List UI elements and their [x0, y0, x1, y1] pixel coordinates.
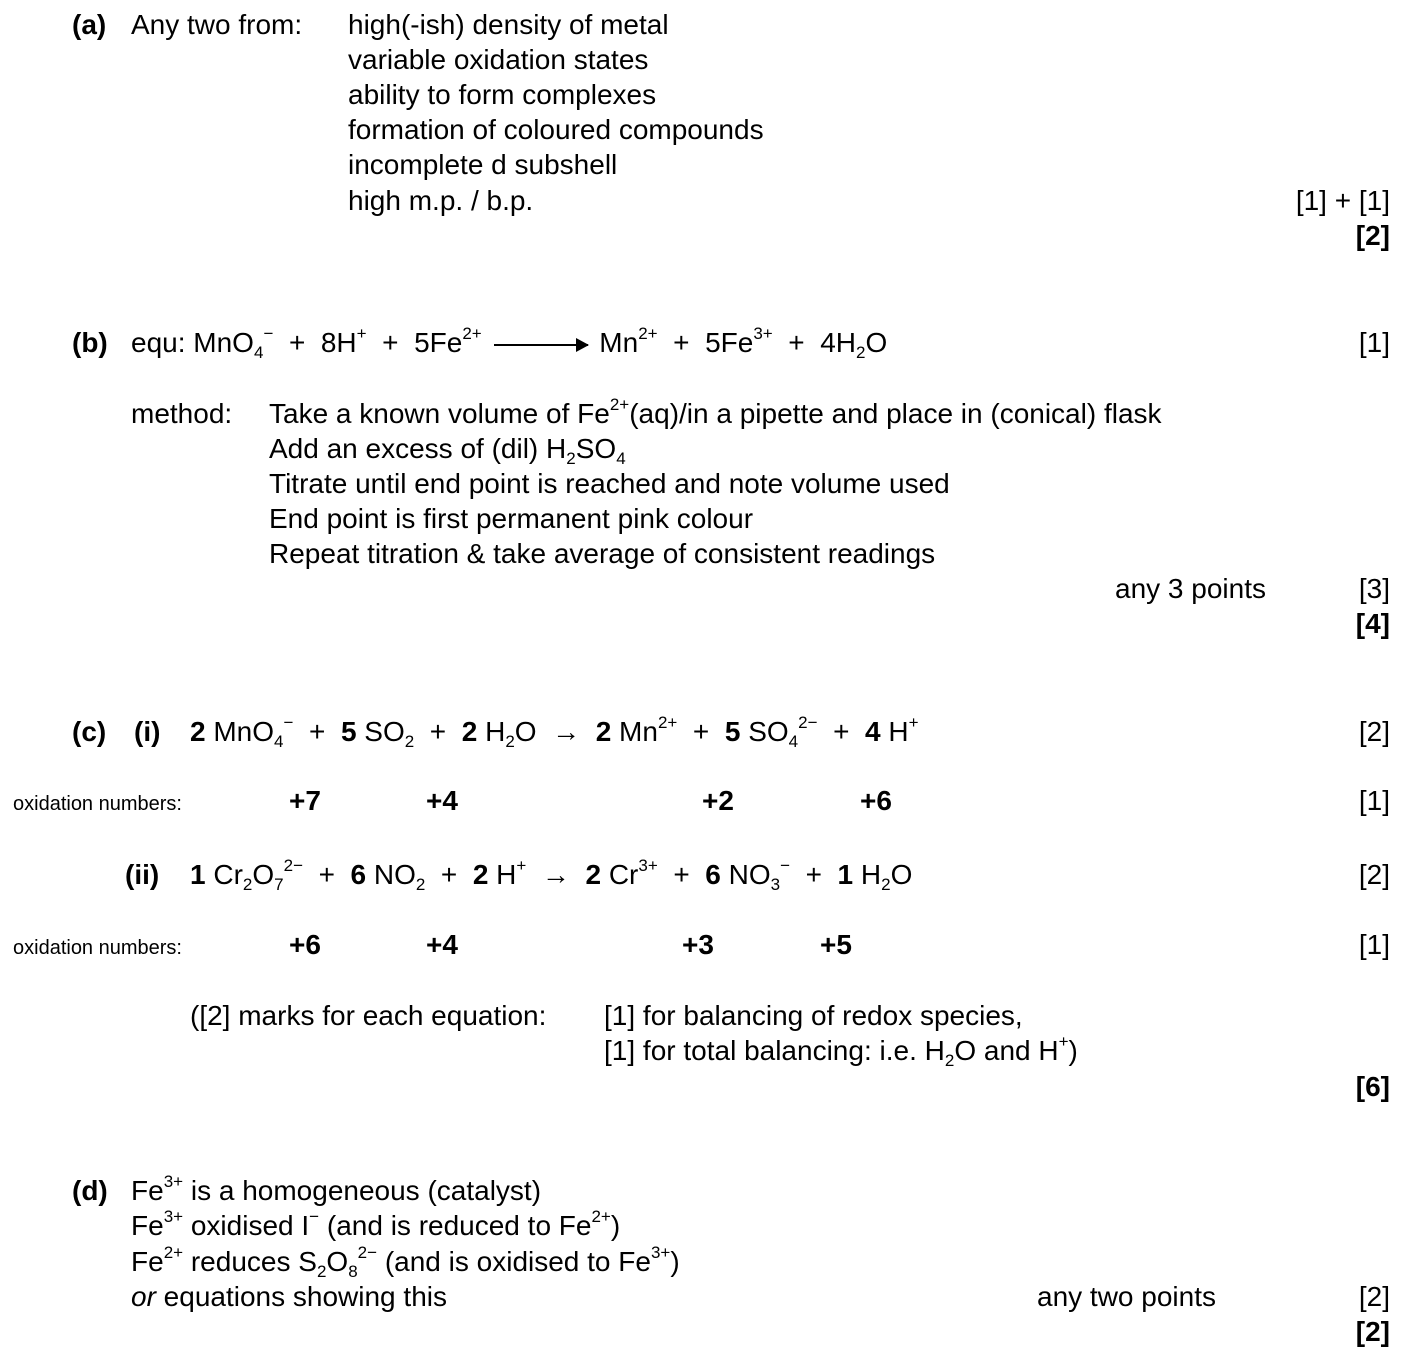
part-c-ii-mark: [2] — [1358, 859, 1390, 890]
part-c-label: (c) — [72, 716, 107, 747]
oxidation-numbers-label: oxidation numbers: — [13, 937, 182, 959]
part-b-any-points: any 3 points — [1115, 573, 1266, 604]
part-a-point: high m.p. / b.p. — [348, 185, 534, 216]
part-c-ii-equation: 1 $Cr_2O_7^{2-} + 6$ $NO_2 + 2$ H+ → 2 $Cr^{3+} + 6$ $NO_3^- + 1$ $H_2O$ — [190, 856, 913, 894]
part-a-point: variable oxidation states — [348, 44, 649, 75]
part-c-note: [1] for total balancing: i.e. $H_2O$ and H+) — [604, 1032, 1078, 1070]
oxidation-number: +5 — [820, 929, 852, 960]
oxidation-number: +3 — [682, 929, 714, 960]
part-c-total: [6] — [1355, 1071, 1390, 1102]
part-a-point: incomplete d subshell — [348, 149, 618, 180]
part-b-method-label: method: — [131, 398, 233, 429]
oxidation-number: +2 — [702, 785, 734, 816]
part-b-eq-mark: [1] — [1358, 327, 1390, 358]
part-d-line: or equations showing this — [131, 1281, 447, 1312]
part-d-line: $Fe^{3+}$ is a homogeneous (catalyst) — [131, 1172, 542, 1206]
part-c-ox-i-mark: [1] — [1358, 785, 1390, 816]
part-c-note-lead: ([2] marks for each equation: — [190, 1000, 547, 1031]
part-c-i-mark: [2] — [1358, 716, 1390, 747]
part-d-total: [2] — [1355, 1316, 1390, 1347]
part-b-any-mark: [3] — [1358, 573, 1390, 604]
part-b-equation: equ: $MnO_4^- + 8H^+ + 5Fe^{2+}$ $Mn^{2+} + 5Fe^{3+} + 4H_2O$ — [131, 324, 888, 362]
part-d-line: $Fe^{2+}$ reduces $S_2O_8^{2-}$ (and is oxidised to $Fe^{3+}$) — [131, 1243, 680, 1281]
part-b-method-step: End point is first permanent pink colour — [269, 503, 754, 534]
part-c-note: [1] for balancing of redox species, — [604, 1000, 1023, 1031]
part-a-total: [2] — [1355, 220, 1390, 251]
oxidation-number: +7 — [289, 785, 321, 816]
part-c-ox-ii-mark: [1] — [1358, 929, 1390, 960]
part-d-any-mark: [2] — [1358, 1281, 1390, 1312]
part-d-label: (d) — [72, 1175, 108, 1206]
part-b-method-step: Add an excess of (dil) $H_2SO_4$ — [269, 433, 626, 468]
oxidation-number: +6 — [860, 785, 892, 816]
part-a-point: ability to form complexes — [348, 79, 657, 110]
part-b-label: (b) — [72, 327, 108, 358]
oxidation-numbers-label: oxidation numbers: — [13, 793, 182, 815]
reaction-arrow — [494, 344, 588, 346]
part-b-method-step: Titrate until end point is reached and note volume used — [269, 468, 950, 499]
oxidation-number: +6 — [289, 929, 321, 960]
oxidation-number: +4 — [426, 785, 458, 816]
part-b-method-step: Repeat titration & take average of consistent readings — [269, 538, 936, 569]
part-a-point: formation of coloured compounds — [348, 114, 764, 145]
part-d-any-points: any two points — [1037, 1281, 1216, 1312]
part-a-mark: [1] + [1] — [1295, 185, 1390, 216]
part-b-total: [4] — [1355, 608, 1390, 639]
part-c-i-equation: 2 MnO$_4$− + 5 $SO_2 + 2$ $H_2O \to 2$ $Mn^{2+} + 5$ $SO_4^{2-} + 4$ H+ — [190, 713, 919, 751]
part-c-ii-label: (ii) — [125, 859, 160, 890]
oxidation-number: +4 — [426, 929, 458, 960]
part-d-line: $Fe^{3+}$ oxidised I− (and is reduced to $Fe^{2+}$) — [131, 1207, 621, 1241]
part-b-method-step: Take a known volume of $Fe^{2+}(aq)/in$ a pipette and place in (conical) flask — [269, 395, 1162, 429]
part-a-point: high(-ish) density of metal — [348, 9, 669, 40]
part-a-label: (a) — [72, 9, 107, 40]
part-c-i-label: (i) — [134, 716, 161, 747]
part-a-lead: Any two from: — [131, 9, 303, 40]
